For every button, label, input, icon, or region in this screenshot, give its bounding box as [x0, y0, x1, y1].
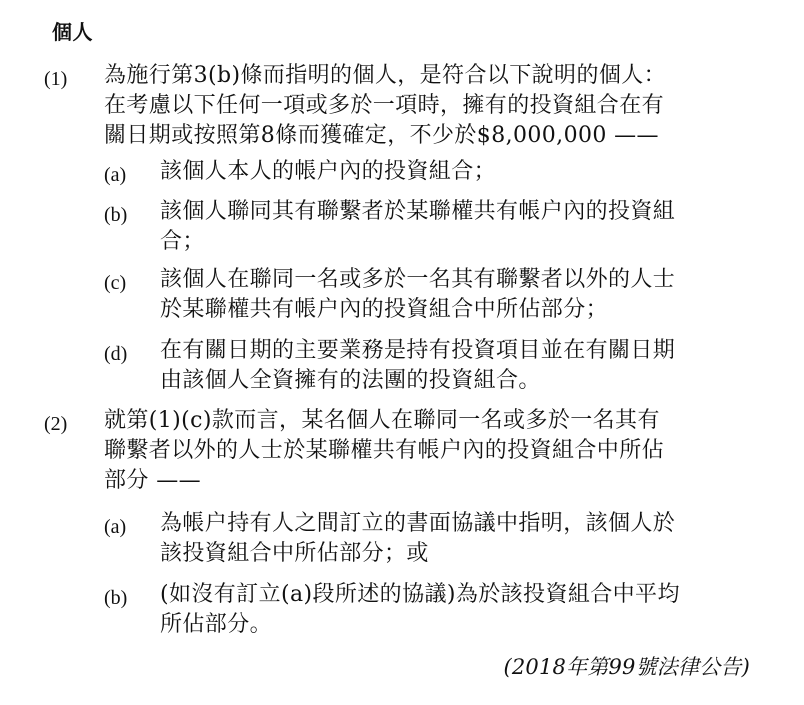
subsection-2-text: [104, 406, 754, 496]
subsection-2-line-1: 就第(1)(c)款而言，某名個人在聯同一名或多於一名其有: [104, 408, 660, 433]
section-heading: 個人: [52, 20, 93, 44]
paragraph-2b-line-2: 所佔部分。: [160, 612, 273, 637]
paragraph-2a-text: [160, 509, 755, 569]
subsection-1-line-3: 關日期或按照第8條而獲確定，不少於$8,000,000 ——: [104, 123, 659, 148]
paragraph-1d-text: [160, 336, 755, 396]
paragraph-1a-text: [160, 157, 755, 187]
paragraph-2b-label: (b): [104, 587, 128, 609]
paragraph-1b-label: (b): [104, 204, 128, 226]
paragraph-1d-line-1: 在有關日期的主要業務是持有投資項目並在有關日期: [160, 338, 676, 363]
paragraph-2a-label: (a): [104, 516, 127, 538]
paragraph-1a-label: (a): [104, 164, 127, 186]
paragraph-1b-line-1: 該個人聯同其有聯繫者於某聯權共有帳户內的投資組: [160, 199, 676, 224]
paragraph-2a-line-2: 該投資組合中所佔部分；或: [160, 541, 429, 566]
paragraph-1c-label: (c): [104, 272, 127, 294]
paragraph-1b-line-2: 合；: [160, 229, 205, 254]
paragraph-1c-line-2: 於某聯權共有帳户內的投資組合中所佔部分；: [160, 297, 609, 322]
paragraph-1c-text: [160, 265, 755, 325]
subsection-1-text: [104, 61, 754, 151]
paragraph-1d-label: (d): [104, 343, 128, 365]
subsection-1-line-1: 為施行第3(b)條而指明的個人，是符合以下說明的個人：: [104, 63, 667, 88]
subsection-2-number: (2): [44, 413, 68, 435]
subsection-1-line-2: 在考慮以下任何一項或多於一項時，擁有的投資組合在有: [104, 93, 665, 118]
paragraph-2a-line-1: 為帳户持有人之間訂立的書面協議中指明，該個人於: [160, 511, 676, 536]
paragraph-1d-line-2: 由該個人全資擁有的法團的投資組合。: [160, 368, 541, 393]
paragraph-2b-text: [160, 580, 755, 640]
subsection-2-line-2: 聯繫者以外的人士於某聯權共有帳户內的投資組合中所佔: [104, 438, 665, 463]
paragraph-2b-line-1: (如沒有訂立(a)段所述的協議)為於該投資組合中平均: [160, 582, 680, 607]
subsection-2-line-3: 部分 ——: [104, 468, 201, 493]
legal-notice-citation: (2018年第99號法律公告): [503, 655, 750, 679]
subsection-1-number: (1): [44, 68, 68, 90]
paragraph-1a-line-1: 該個人本人的帳户內的投資組合；: [160, 159, 497, 184]
paragraph-1c-line-1: 該個人在聯同一名或多於一名其有聯繫者以外的人士: [160, 267, 676, 292]
paragraph-1b-text: [160, 197, 755, 257]
